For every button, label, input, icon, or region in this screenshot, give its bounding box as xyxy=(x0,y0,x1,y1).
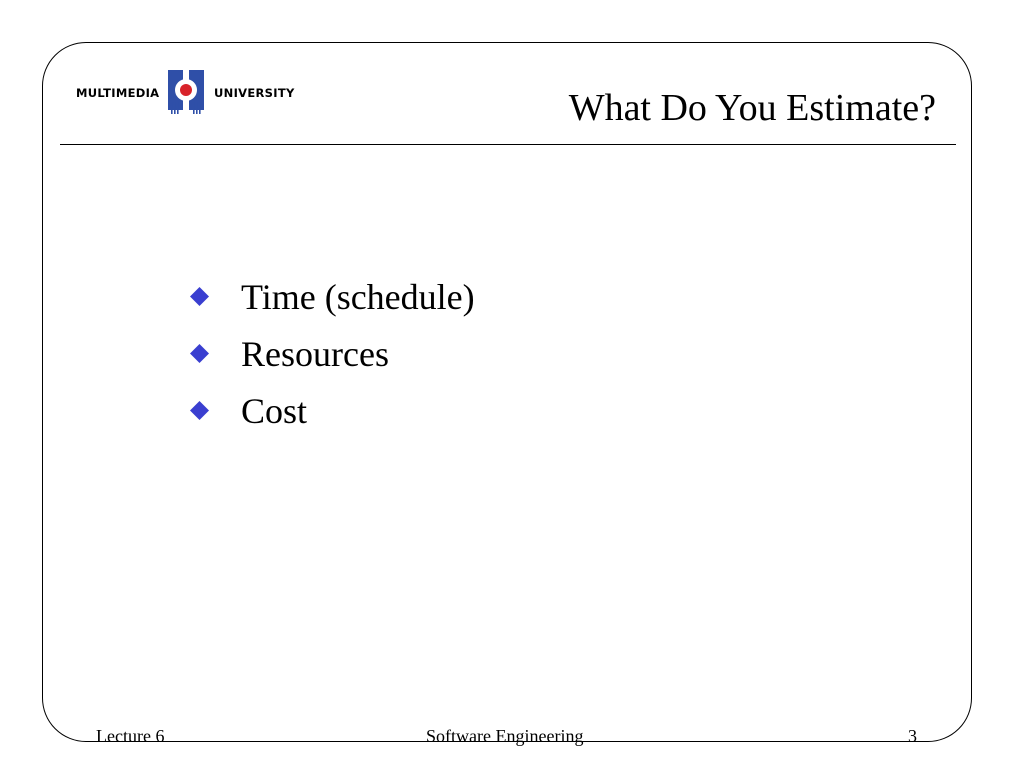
footer-course: Software Engineering xyxy=(426,726,584,746)
diamond-bullet-icon xyxy=(190,401,209,420)
bullet-label: Resources xyxy=(241,333,389,374)
diamond-bullet-icon xyxy=(190,287,209,306)
logo-word-right: UNIVERSITY xyxy=(214,86,295,100)
bullet-item-cost xyxy=(186,382,475,439)
university-logo xyxy=(76,68,296,118)
bullet-item-time xyxy=(186,268,475,325)
mmu-logo-mark-icon xyxy=(162,68,210,116)
page-title: What Do You Estimate? xyxy=(568,87,936,129)
footer-lecture: Lecture 6 xyxy=(96,726,165,746)
title-divider xyxy=(60,144,956,145)
bullet-list xyxy=(186,268,475,439)
bullet-item-resources xyxy=(186,325,475,382)
diamond-bullet-icon xyxy=(190,344,209,363)
bullet-label: Time (schedule) xyxy=(241,276,475,317)
logo-word-left: MULTIMEDIA xyxy=(76,86,160,100)
slide-frame xyxy=(42,42,972,742)
footer-page-number: 3 xyxy=(908,726,917,746)
bullet-label: Cost xyxy=(241,390,308,431)
